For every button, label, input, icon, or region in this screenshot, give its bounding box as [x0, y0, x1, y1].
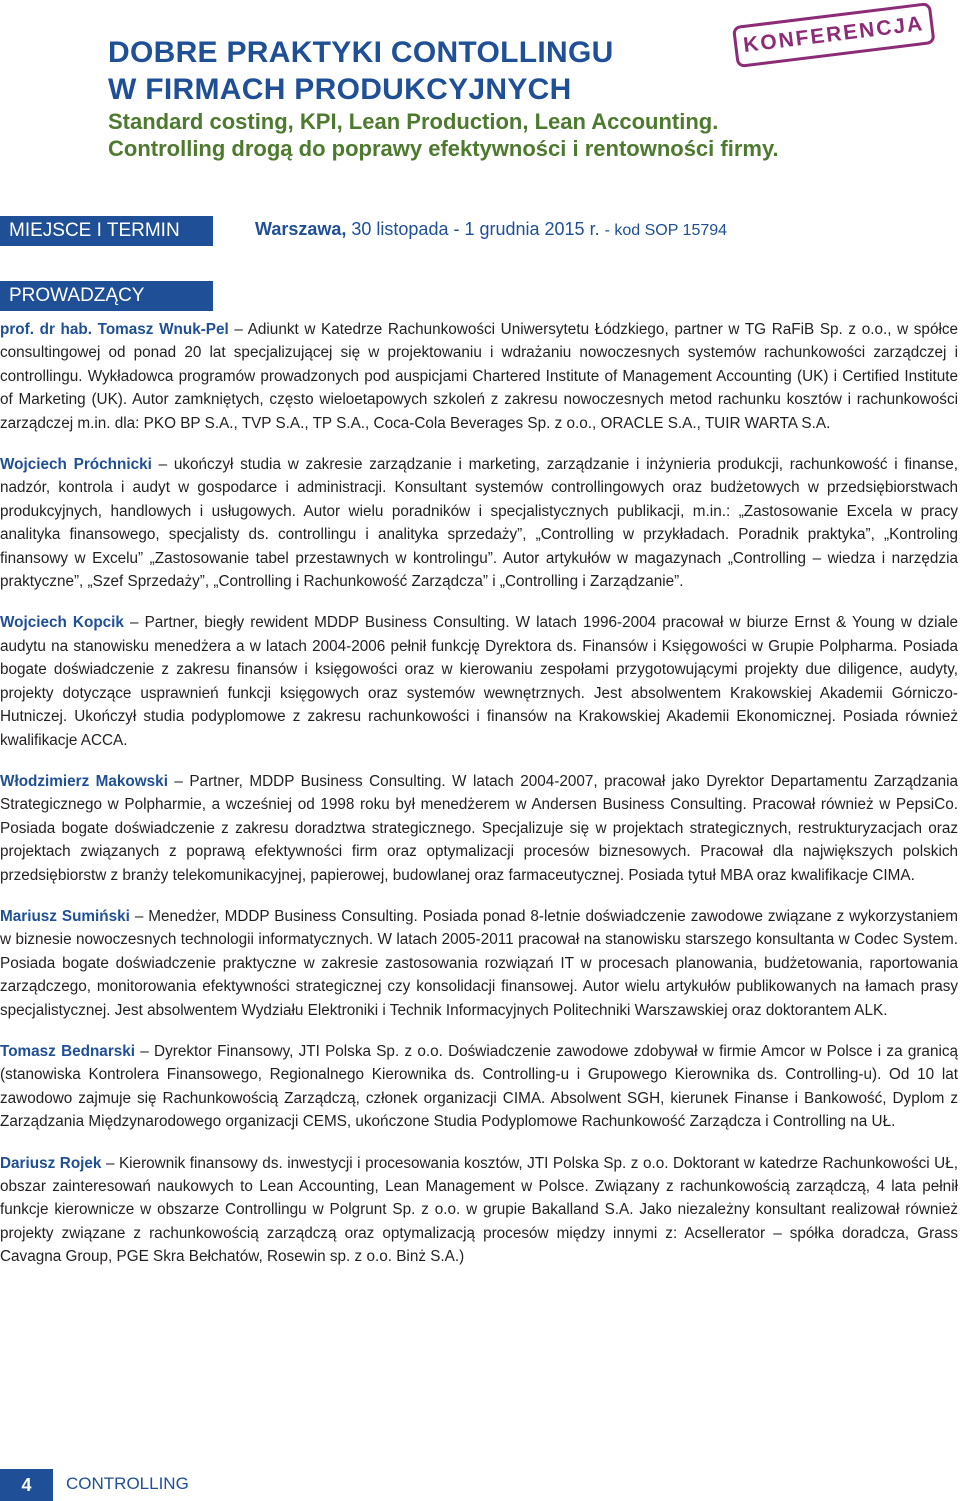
speaker-paragraph — [0, 318, 958, 435]
speaker-name: Wojciech Kopcik — [0, 614, 124, 632]
speaker-name: prof. dr hab. Tomasz Wnuk-Pel — [0, 321, 229, 338]
speaker-name: Tomasz Bednarski — [0, 1042, 136, 1060]
speaker-name: Mariusz Sumiński — [0, 907, 130, 925]
speaker-bio: – ukończył studia w zakresie zarządzanie i marketing, zarządzanie i inżynieria produkcji, rachunkowość i finanse, nadzór, kontrola i audyt w gospodarce i administracji. Konsultant systemów controllingowych oraz budżetowych w przedsiębiorstwach produkcyjnych, handlowych i usługowych. Autor wielu poradników i specjalistycznych publikacji, m.in.: „Zastosowanie Excela w pracy analityka finansowego, specjalisty ds. controllingu i analityka sprzedaży”, „Controlling w przykładach. Poradnik praktyka”, „Kontroling finansowy w Excelu” „Zastosowanie tabel przestawnych w kontrolingu”. Autor artykułów w magazynach „Controlling – wiedza i narzędzia praktyczne”, „Szef Sprzedaży”, „Controlling i Rachunkowość Zarządcza” i „Controlling i Zarządzanie”. — [0, 456, 959, 591]
speaker-bio: – Kierownik finansowy ds. inwestycji i procesowania kosztów, JTI Polska Sp. z o.o. Doktorant w katedrze Rachunkowości UŁ, obszar zainteresowań naukowych to Lean Accounting, Lean Management w Polsce. Związany z rachunkowością zarządczą, 4 lata pełnił funkcje kierownicze w obszarze Controllingu w Polgrunt Sp. z o.o. w grupie Bakalland S.A. Jako niezależny konsultant realizował również projekty związane z rachunkowością zarządczą oraz optymalizacją procesów między innymi z: Acsellerator – spółka doradcza, Grass Cavagna Group, PGE Skra Bełchatów, Rosewin sp. z o.o. Binż S.A.) — [0, 1154, 958, 1266]
page-title-line-1: DOBRE PRAKTYKI CONTOLLINGU — [108, 36, 614, 69]
speaker-bio: – Partner, MDDP Business Consulting. W latach 2004-2007, pracował jako Dyrektor Departamentu Zarządzania Strategicznego w Polpharmie, a wcześniej od 1998 roku był menedżerem w Andersen Business Consulting. Pracował również w PepsiCo. Posiada bogate doświadczenie z zakresu doradztwa strategicznego. Specjalizuje się w projektach strategicznych, restrukturyzacjach oraz projektach związanych z poprawą efektywności firm oraz optymalizacji procesów biznesowych. Pracował dla największych polskich przedsiębiorstw z branży telekomunikacyjnej, papierowej, budowlanej oraz farmaceutycznej. Posiada tytuł MBA oraz kwalifikacje CIMA. — [0, 772, 959, 884]
speaker-paragraph — [0, 1152, 958, 1269]
speaker-paragraph — [0, 905, 958, 1022]
venue-code: - kod SOP 15794 — [604, 222, 728, 239]
konferencja-stamp — [732, 2, 936, 72]
title-block — [108, 34, 779, 162]
speakers-list — [0, 318, 958, 1287]
venue-info — [255, 219, 727, 240]
subtitle-line-2: Controlling drogą do poprawy efektywności i rentowności firmy. — [108, 136, 779, 161]
speaker-bio: – Dyrektor Finansowy, JTI Polska Sp. z o.o. Doświadczenie zawodowe zdobywał w firmie Amcor w Polsce i za granicą (stanowiska Kontrolera Finansowego, Regionalnego Kierownika ds. Controlling-u i Grupowego Kierownika ds. Controlling-u). Od 10 lat zawodowo zajmuje się Rachunkowością Zarządczą, członek organizacji CIMA. Absolwent SGH, kierunek Finanse i Bankowość, Dyplom z Zarządzania Międzynarodowego organizacji CEMS, ukończone Studia Podyplomowe Rachunkowość Zarządcza i Controlling na UŁ. — [0, 1042, 959, 1131]
speakers-section-label: PROWADZĄCY — [0, 281, 213, 311]
speaker-bio: – Adiunkt w Katedrze Rachunkowości Uniwersytetu Łódzkiego, partner w TG RaFiB Sp. z o.o., w spółce consultingowej od ponad 20 lat specjalizującej się w projektowaniu i wdrażaniu nowoczesnych systemów rachunkowości zarządczej i controllingu. Wykładowca programów prowadzonych pod auspicjami Chartered Institute of Management Accounting (UK) i Certified Institute of Marketing (UK). Autor zamkniętych, często wieloetapowych szkoleń z zakresu nowoczesnych metod rachunku kosztów i rachunkowości zarządczej m.in. dla: PKO BP S.A., TVP S.A., TP S.A., Coca-Cola Beverages Sp. z o.o., ORACLE S.A., TUIR WARTA S.A. — [0, 321, 959, 432]
speaker-paragraph — [0, 611, 958, 751]
venue-dates: 30 listopada - 1 grudnia 2015 r. — [351, 219, 600, 239]
footer-label: CONTROLLING — [66, 1474, 189, 1493]
speaker-bio: – Partner, biegły rewident MDDP Business Consulting. W latach 1996-2004 pracował w biurze Ernst & Young w dziale audytu na stanowisku menedżera a w latach 2004-2006 pełnił funkcję Dyrektora ds. Finansów i Księgowości w Grupie Polpharma. Posiada bogate doświadczenie z zakresu finansów i księgowości oraz w kierowaniu zespołami przygotowującymi projekty due diligence, audyty, projekty dotyczące usprawnień funkcji księgowych oraz systemów wewnętrznych. Jest absolwentem Krakowskiej Akademii Górniczo-Hutniczej. Ukończył studia podyplomowe z zakresu rachunkowości i finansów na Krakowskiej Akademii Ekonomicznej. Posiada również kwalifikacje ACCA. — [0, 614, 958, 749]
speaker-name: Włodzimierz Makowski — [0, 772, 168, 790]
page-number: 4 — [0, 1469, 53, 1501]
speaker-paragraph — [0, 1040, 958, 1134]
speaker-bio: – Menedżer, MDDP Business Consulting. Posiada ponad 8-letnie doświadczenie zawodowe związane z wykorzystaniem w biznesie nowoczesnych technologii informatycznych. W latach 2005-2011 pracował na stanowisku starszego konsultanta w Codec System. Posiada bogate doświadczenie praktyczne w zakresie zastosowania rozwiązań IT w procesach planowania, budżetowania, raportowania zarządczego, monitorowania efektywności strategicznej czy konsolidacji finansowej. Autor wielu artykułów publikowanych na łamach prasy specjalistycznej. Jest absolwentem Wydziału Elektroniki i Technik Informacyjnych Politechniki Warszawskiej oraz doktorantem ALK. — [0, 907, 958, 1019]
subtitle-line-1: Standard costing, KPI, Lean Production, Lean Accounting. — [108, 109, 719, 134]
venue-city: Warszawa, — [255, 219, 347, 239]
speaker-paragraph — [0, 770, 958, 887]
venue-section-label: MIEJSCE I TERMIN — [0, 216, 213, 246]
speaker-paragraph — [0, 453, 958, 593]
speaker-name: Wojciech Próchnicki — [0, 456, 152, 474]
speaker-name: Dariusz Rojek — [0, 1154, 102, 1172]
page-title-line-2: W FIRMACH PRODUKCYJNYCH — [108, 73, 572, 106]
stamp-text: KONFERENCJA — [732, 2, 936, 68]
